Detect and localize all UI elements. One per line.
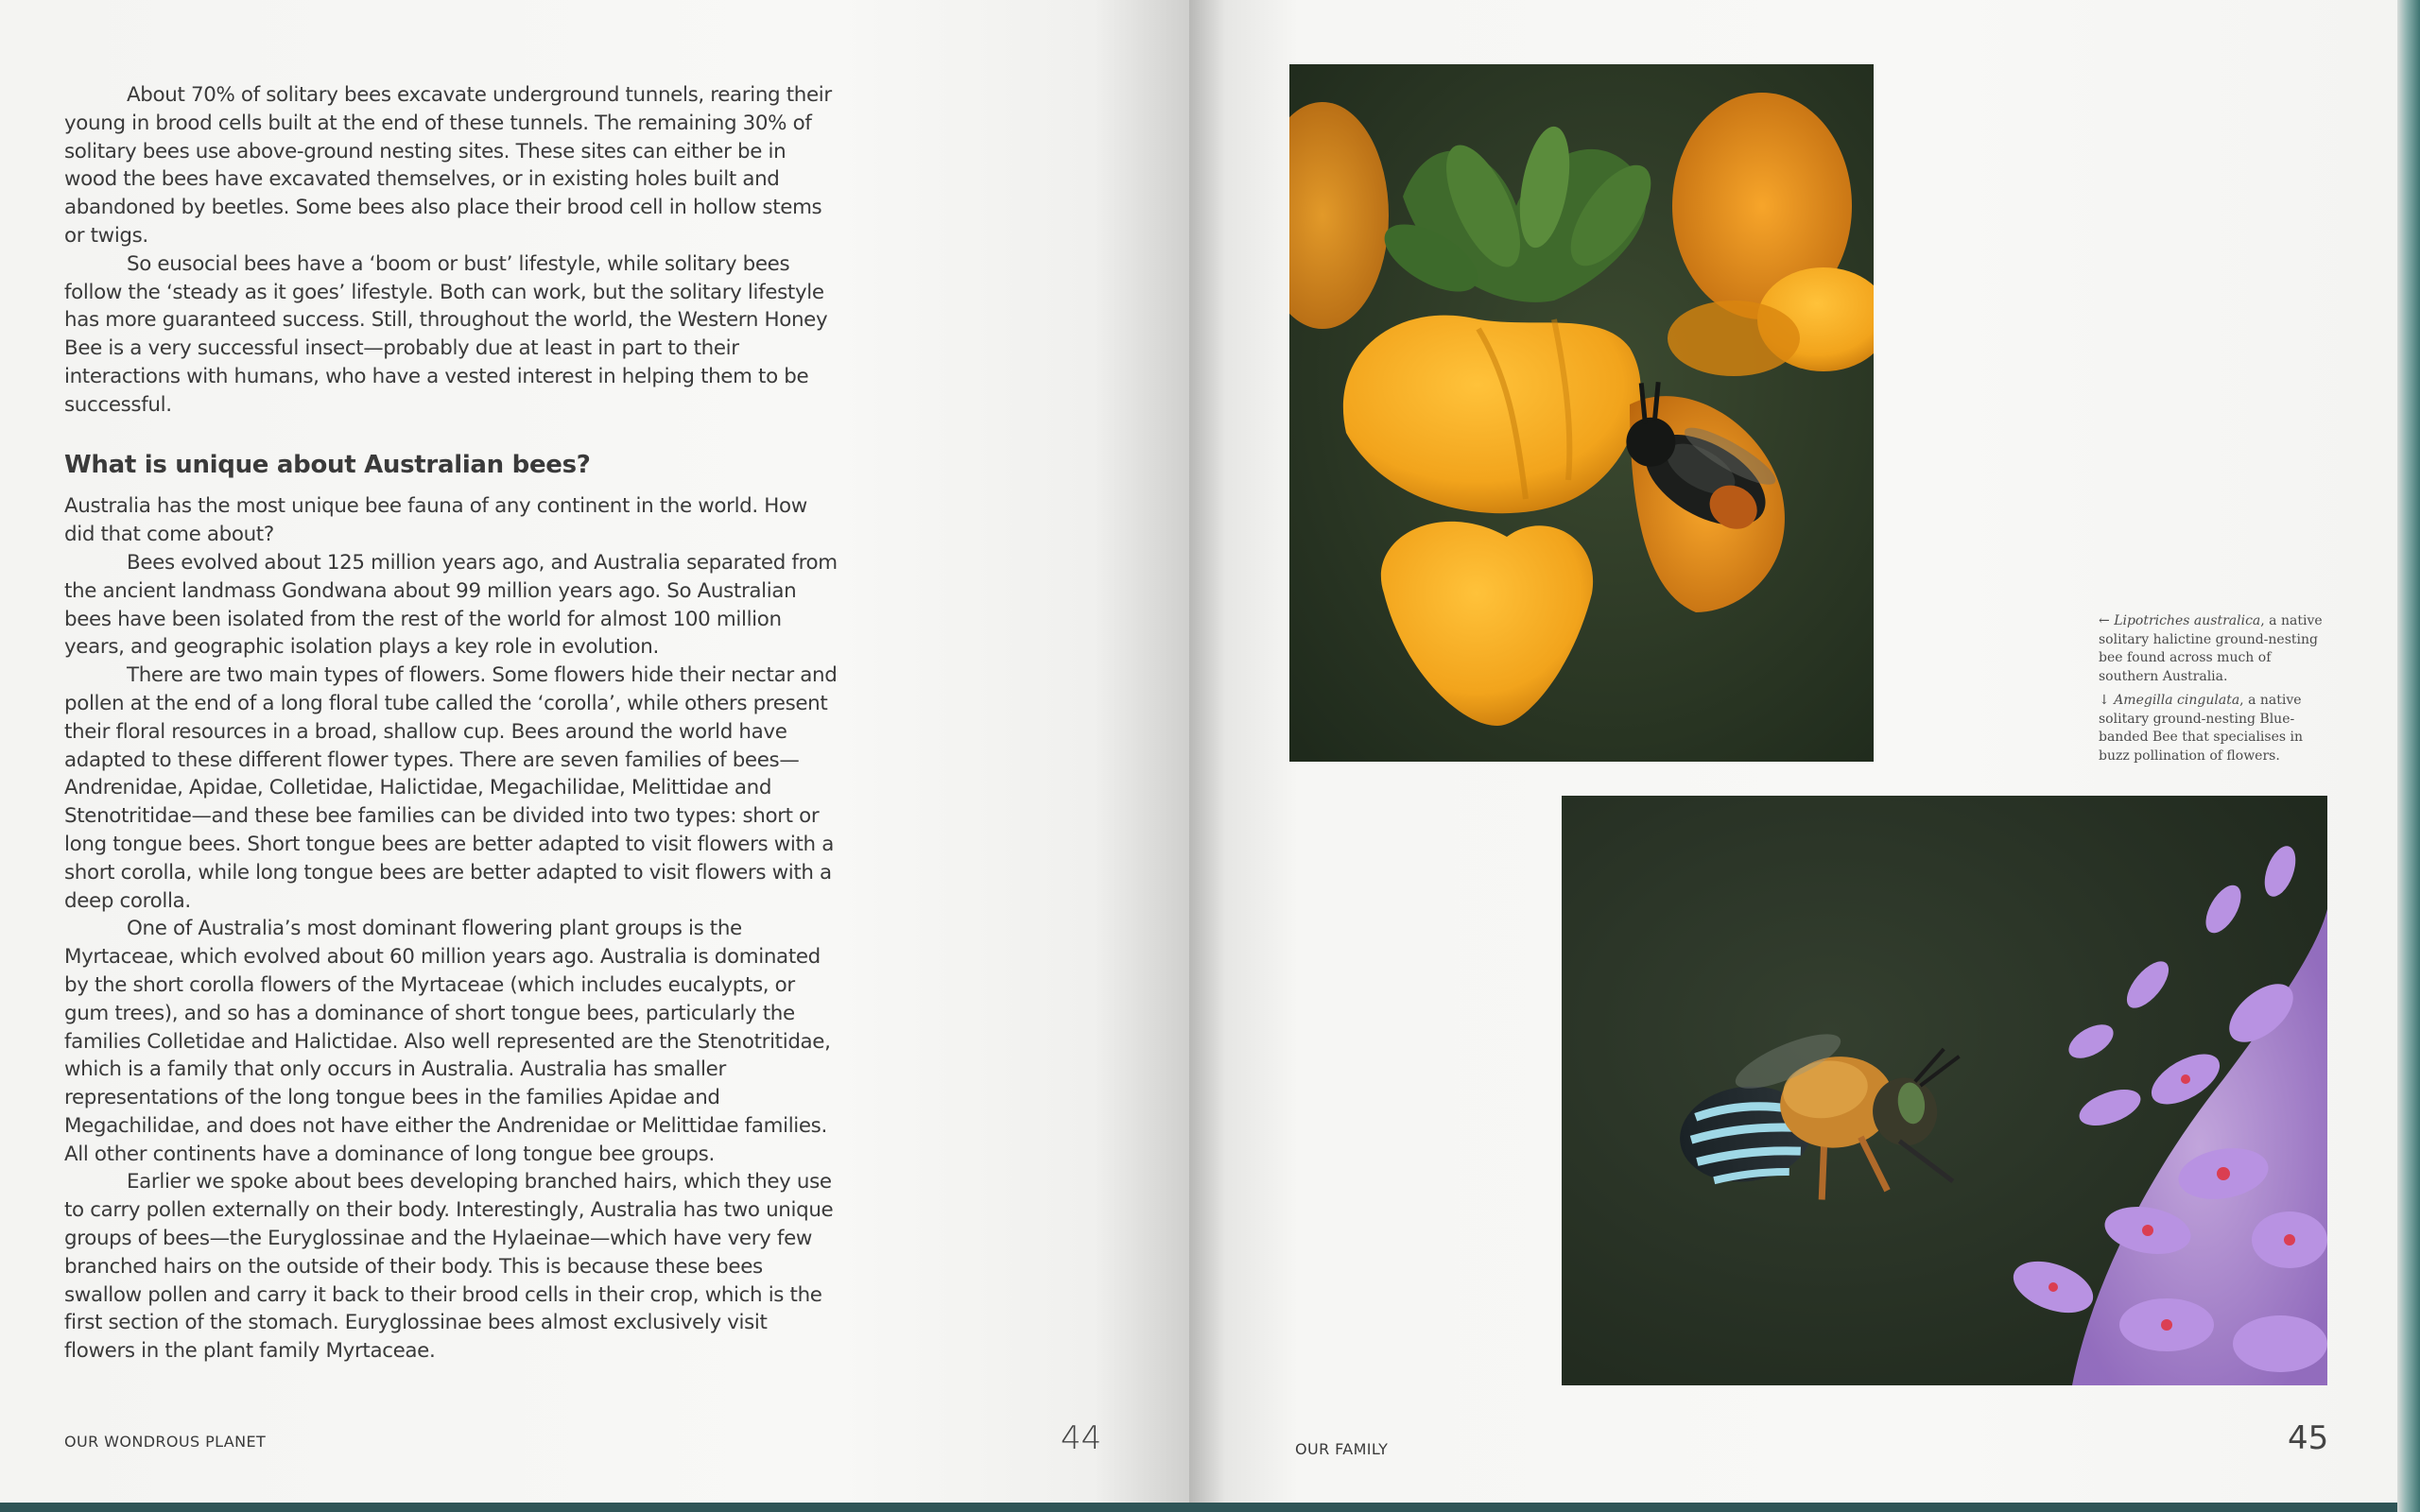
caption-species: Lipotriches australica (2114, 613, 2261, 628)
paragraph: So eusocial bees have a ‘boom or bust’ lifestyle, while solitary bees follow the ‘steady as it goes’ lifestyle. Both can work, but the solitary lifestyle has more guaranteed success. Still, throughout the world, the Western Honey Bee is a very successful insect—probably due at least in part to their interactions with humans, who have a vested interest in helping them to be successful. (64, 251, 828, 417)
paragraph: Earlier we spoke about bees developing branched hairs, which they use to carry pollen externally on their body. Interestingly, Australia has two unique groups of bees—the Euryglossinae and the Hylaeinae—which have very few branched hairs on the outside of their body. This is because these bees swallow pollen and carry it back to their brood cells in their crop, which is the first section of the stomach. Euryglossinae bees almost exclusively visit flowers in the plant family Myrtaceae. (64, 1170, 834, 1364)
paragraph: Australia has the most unique bee fauna of any continent in the world. How did that come about? (64, 494, 807, 547)
caption-species: Amegilla cingulata (2114, 693, 2240, 708)
running-footer: OUR WONDROUS PLANET (64, 1433, 267, 1451)
caption-text: , a native solitary ground-nesting Blue-banded Bee that specialises in buzz pollination of flowers. (2099, 693, 2304, 764)
caption-top-photo (2099, 612, 2335, 686)
page-number: 45 (2288, 1419, 2329, 1457)
photo-captions (2099, 612, 2335, 771)
body-text (64, 81, 839, 1366)
page-number: 44 (1061, 1419, 1102, 1457)
running-footer: OUR FAMILY (1295, 1440, 1389, 1458)
paragraph: One of Australia’s most dominant flowering plant groups is the Myrtaceae, which evolved about 60 million years ago. Australia is dominated by the short corolla flowers of the Myrtaceae (which includes eucalypts, or gum trees), and so has a dominance of short tongue bees, particularly the families Colletidae and Halictidae. Also well represented are the Stenotritidae, which is a family that only occurs in Australia. Australia has smaller representations of the long tongue bees in the families Apidae and Megachilidae, and does not have either the Andrenidae or Melittidae families. All other continents have a dominance of long tongue bee groups. (64, 917, 831, 1166)
right-page (1189, 0, 2401, 1503)
photo-blue-banded-bee (1562, 796, 2327, 1385)
paragraph: Bees evolved about 125 million years ago, and Australia separated from the ancient landmass Gondwana about 99 million years ago. So Australian bees have been isolated from the rest of the world for almost 100 million years, and geographic isolation plays a key role in evolution. (64, 550, 838, 660)
down-arrow-icon: ↓ (2099, 693, 2110, 708)
left-page (0, 0, 1189, 1503)
caption-bottom-photo (2099, 692, 2335, 765)
left-arrow-icon: ← (2099, 613, 2110, 628)
paragraph: About 70% of solitary bees excavate underground tunnels, rearing their young in brood cells built at the end of these tunnels. The remaining 30% of solitary bees use above-ground nesting sites. These sites can either be in wood the bees have excavated themselves, or in existing holes built and abandoned by beetles. Some bees also place their brood cell in hollow stems or twigs. (64, 83, 832, 248)
section-heading: What is unique about Australian bees? (64, 450, 591, 479)
caption-text: , a native solitary halictine ground-nesting bee found across much of southern Australia. (2099, 613, 2323, 684)
book-edge (2397, 0, 2420, 1512)
paragraph: There are two main types of flowers. Some flowers hide their nectar and pollen at the end of a long floral tube called the ‘corolla’, while others present their floral resources in a broad, shallow cup. Bees around the world have adapted to these different flower types. There are seven families of bees—Andrenidae, Apidae, Colletidae, Halictidae, Megachilidae, Melittidae and Stenotritidae—and these bee families can be divided into two types: short or long tongue bees. Short tongue bees are better adapted to visit flowers with a short corolla, while long tongue bees are better adapted to visit flowers with a deep corolla. (64, 663, 838, 913)
photo-orange-flower-bee (1289, 64, 1874, 762)
